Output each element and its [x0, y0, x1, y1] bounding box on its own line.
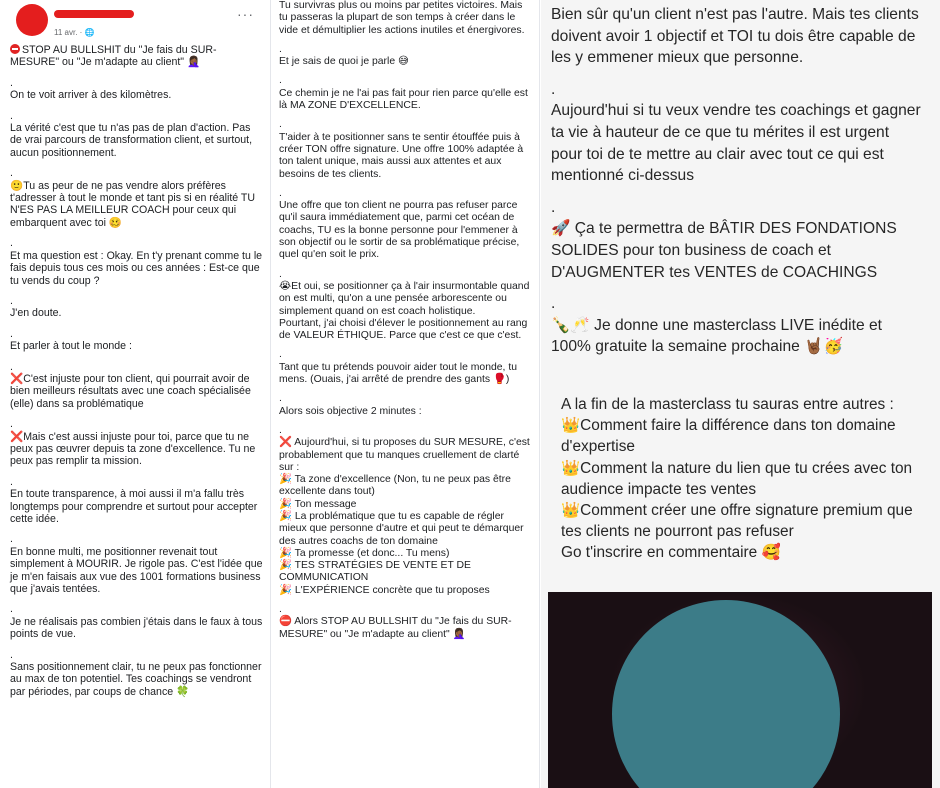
post-column-right: [541, 0, 940, 788]
globe-icon: 🌐: [84, 28, 95, 37]
post-paragraph: . 😭Et oui, se positionner ça à l'air insurmontable quand on est multi, qu'on a une pensée arborescente ou simplement quand on est coach holistique. Pourtant, j'ai choisi d'élever le positionnement au rang de VALEUR ÉTHIQUE. Parce que c'est ce que c'est.: [279, 268, 530, 342]
post-column-left: [0, 0, 271, 788]
post-paragraph: . ❌Mais c'est aussi injuste pour toi, parce que tu ne peux pas œuvrer depuis ta zone d'excellence. Tu ne peux pas remplir ta mission.: [10, 418, 256, 468]
post-paragraph: . Ce chemin je ne l'ai pas fait pour rien parce qu'elle est là MA ZONE D'EXCELLENCE.: [279, 75, 528, 112]
post-paragraph: . Et ma question est : Okay. En t'y prenant comme tu le fais depuis tous ces mois ou ces années : Est-ce que tu vends du coup ?: [10, 237, 263, 287]
post-paragraph: . ❌ Aujourd'hui, si tu proposes du SUR MESURE, c'est probablement que tu manques cruellement de clarté sur : 🎉 Ta zone d'excellence (Non, tu ne peux pas être excellente dans tout) 🎉 Ton message 🎉 La problématique que tu es capable de régler mieux que personne d'autre et qui peut te démarquer des autres coachs de ton domaine 🎉 Ta promesse (et donc... Tu mens) 🎉 TES STRATÉGIES DE VENTE ET DE COMMUNICATION 🎉 L'EXPÉRIENCE concrète que tu proposes: [279, 424, 530, 596]
masterclass-block: [551, 384, 931, 564]
more-options-icon[interactable]: ···: [237, 6, 254, 22]
post-paragraph: . Et je sais de quoi je parle 😅: [279, 43, 409, 68]
avatar[interactable]: [16, 4, 48, 36]
post-meta: [54, 28, 95, 37]
post-paragraph: . En bonne multi, me positionner revenait tout simplement à MOURIR. Je rigole pas. C'est l'idée que je m'en faisais aux vue des 1001 formations business que j'avais tentées.: [10, 533, 263, 596]
post-column-middle: [272, 0, 540, 788]
post-paragraph: . ⛔ Alors STOP AU BULLSHIT du "Je fais du SUR-MESURE" ou "Je m'adapte au client" 🤦🏾‍♀️: [279, 604, 512, 640]
post-paragraph: . En toute transparence, à moi aussi il m'a fallu très longtemps pour comprendre et surtout pour accepter cette idée.: [10, 475, 258, 525]
video-thumbnail[interactable]: [548, 592, 932, 788]
post-paragraph: . Aujourd'hui si tu veux vendre tes coachings et gagner ta vie à hauteur de ce que tu mérites il est urgent pour toi de te mettre au clair avec tout ce qui est mentionné ci-dessus: [551, 80, 921, 185]
no-entry-icon: [10, 44, 20, 54]
post-header: [10, 0, 264, 44]
post-paragraph: . 🍾🥂 Je donne une masterclass LIVE inédite et 100% gratuite la semaine prochaine 🤘🏾🥳: [551, 295, 882, 356]
post-paragraph: . Tant que tu prétends pouvoir aider tout le monde, tu mens. (Ouais, j'ai arrêté de prendre des gants 🥊): [279, 349, 517, 386]
post-paragraph: . La vérité c'est que tu n'as pas de plan d'action. Pas de vrai parcours de transformation client, et surtout, aucun positionnement.: [10, 109, 253, 159]
post-paragraph: . Une offre que ton client ne pourra pas refuser parce qu'il saura immédiatement que, parmi cet océan de coachs, TU es la bonne personne pour l'emmener à son objectif ou le sortir de sa problématique précise, quel qu'en soit le prix.: [279, 187, 520, 261]
post-paragraph: . T'aider à te positionner sans te sentir étouffée puis à créer TON offre signature. Une offre 100% adaptée à ton talent unique, mais aussi aux attentes et aux besoins de tes clients.: [279, 119, 524, 180]
post-paragraph: . ❌C'est injuste pour ton client, qui pourrait avoir de bien meilleurs résultats avec une coach spécialisée (elle) dans sa problématique: [10, 360, 251, 410]
post-paragraph: . 🚀 Ça te permettra de BÂTIR DES FONDATIONS SOLIDES pour ton business de coach et D'AUGMENTER tes VENTES de COACHINGS: [551, 198, 897, 281]
right-text-block: [541, 0, 940, 358]
post-date[interactable]: 11 avr. ·: [54, 28, 85, 37]
post-paragraph: . Je ne réalisais pas combien j'étais dans le faux à tous points de vue.: [10, 603, 263, 641]
post-paragraph: . J'en doute.: [10, 294, 62, 320]
post-paragraph: . On te voit arriver à des kilomètres.: [10, 76, 172, 102]
post-paragraph: . Alors sois objective 2 minutes :: [279, 393, 422, 417]
post-paragraph: . 🙂Tu as peur de ne pas vendre alors préfères t'adresser à tout le monde et tant pis si en réalité TU N'ES PAS LA MEILLEUR COACH pour ceux qui embarquent avec toi 🥴: [10, 167, 256, 229]
redacted-author-name[interactable]: [54, 10, 134, 18]
masterclass-text: A la fin de la masterclass tu sauras entre autres : 👑Comment faire la différence dans ton domaine d'expertise 👑Comment la nature du lien que tu crées avec ton audience impacte tes ventes 👑Comment créer une offre signature premium que tes clients ne pourront pas refuser Go t'inscrire en commentaire 🥰: [561, 396, 913, 562]
post-paragraph: STOP AU BULLSHIT du "Je fais du SUR-MESURE" ou "Je m'adapte au client" 🤦🏾‍♀️: [10, 44, 217, 69]
post-paragraph: Tu survivras plus ou moins par petites victoires. Mais tu passeras la plupart de son temps à créer dans le vide et démultiplier les actions inutiles et énergivores.: [279, 0, 526, 36]
post-paragraph: . Et parler à tout le monde :: [10, 327, 132, 353]
post-paragraph: . Sans positionnement clair, tu ne peux pas fonctionner au max de ton potentiel. Tes coachings se vendront par périodes, par coups de chance 🍀: [10, 648, 262, 698]
post-paragraph: Bien sûr qu'un client n'est pas l'autre. Mais tes clients doivent avoir 1 objectif et TOI tu dois être capable de les y emmener mieux que personne.: [551, 6, 924, 67]
